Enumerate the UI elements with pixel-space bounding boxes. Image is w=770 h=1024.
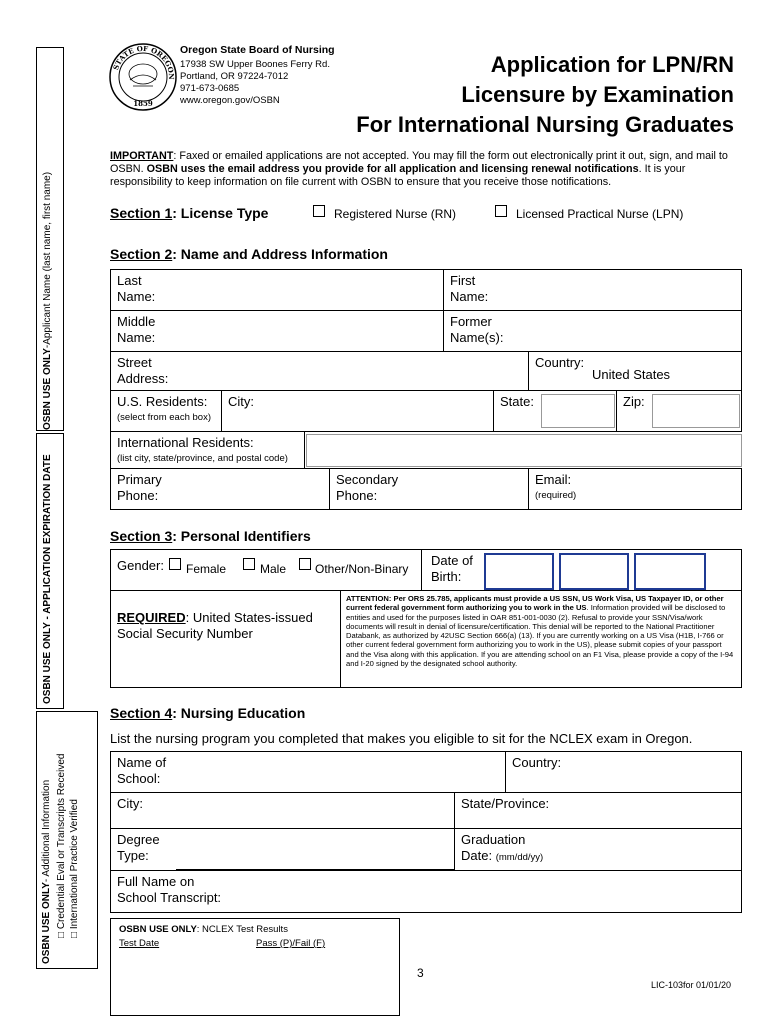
dob-month-field[interactable] [484,553,554,590]
dob-label-cell: Date of Birth: [421,549,742,591]
other-nonbinary-label: Other/Non-Binary [315,562,409,576]
us-residents-label-cell [110,390,222,432]
state-field[interactable]: State: [493,390,617,432]
middle-name-field[interactable]: Middle Name: [110,310,444,352]
email-required-hint: (required) [535,490,577,501]
svg-text:1859: 1859 [133,99,153,108]
email-label: Email: [535,472,572,487]
side-label-applicant-name: OSBN USE ONLY-Applicant Name (last name, first name) [42,171,53,430]
section-4-title: Section 4: Nursing Education [110,705,306,721]
graduation-date-field[interactable] [454,828,742,871]
education-intro: List the nursing program you completed that makes you eligible to sit for the NCLEX exam in Oregon. [110,731,693,746]
rn-checkbox[interactable] [313,205,325,217]
school-country-field[interactable]: Country: [505,751,742,793]
dob-day-field[interactable] [559,553,629,590]
page-number: 3 [417,966,424,980]
board-website: www.oregon.gov/OSBN [180,95,280,106]
graduation-date-label: Date: (mm/dd/yy) [461,848,544,863]
first-name-field[interactable]: First Name: [443,269,742,311]
side-label-practice-verified: □ International Practice Verified [69,799,80,938]
side-label-additional-info: OSBN USE ONLY- Additional Information [41,779,52,964]
male-label: Male [260,562,287,576]
graduation-label: Graduation [461,832,526,847]
secondary-phone-field[interactable]: Secondary Phone: [329,468,529,510]
gender-label: Gender: [117,558,164,573]
important-notice: IMPORTANT: Faxed or emailed applications are not accepted. You may fill the form out electronically print it out, sign, and mail to OSBN. OSBN uses the email address you provide for all application and licensing renewal notifications. It is your responsibility to keep information on file current with OSBN to ensure that you receive those notifications. [110,150,728,188]
state-input-box[interactable] [541,394,615,428]
female-label: Female [186,562,227,576]
city-field[interactable]: City: [221,390,494,432]
email-field[interactable] [528,468,742,510]
international-address-field[interactable] [306,434,742,467]
board-name: Oregon State Board of Nursing [180,44,335,56]
title-line-3: For International Nursing Graduates [356,112,734,137]
section-2-title: Section 2: Name and Address Information [110,246,388,262]
male-checkbox[interactable] [243,558,255,570]
international-residents-label: International Residents: [117,435,254,450]
osbn-nclex-box [110,918,400,1016]
nclex-test-date-label: Test Date [119,938,160,949]
country-label: Country: [535,355,585,370]
school-city-field[interactable]: City: [110,792,455,829]
school-state-province-field[interactable]: State/Province: [454,792,742,829]
female-checkbox[interactable] [169,558,181,570]
dob-year-field[interactable] [634,553,706,590]
board-address-2: Portland, OR 97224-7012 [180,71,289,82]
international-residents-label-cell [110,431,305,469]
select-each-hint: (select from each box) [117,412,211,423]
board-address-1: 17938 SW Upper Boones Ferry Rd. [180,59,330,70]
section-3-title: Section 3: Personal Identifiers [110,528,311,544]
primary-phone-field[interactable]: Primary Phone: [110,468,330,510]
nclex-pass-fail-label: Pass (P)/Fail (F) [256,938,326,949]
form-id: LIC-103for 01/01/20 [651,980,732,990]
board-info [180,44,335,107]
country-field[interactable] [528,351,742,391]
attention-notice: ATTENTION: Per ORS 25.785, applicants must provide a US SSN, US Work Visa, US Taxpayer ID, or other current federal government form authorizing you to work in the US. Information provided will be disclosed to entities and used for the purposes listed in OAR 851-001-0030 (2). Refusal to provide your SSN/Visa/work documents will result in denial of licensure/certification. This denial will be reported to the National Practitioner Databank, as authorized by 42USC Section 666(a) (13). If you are currently working on a US Visa (H1B, I-766 or other current federal government form authorizing you to work in the US), please submit copies of your passport and the Visa along with this application. If you are attending school on an F1 Visa, please provide a copy of the I-94 and I-20 signed by the designated school authority. [340,590,742,688]
lpn-label: Licensed Practical Nurse (LPN) [516,207,684,221]
zip-input-box[interactable] [652,394,740,428]
nclex-box-columns [119,938,391,949]
zip-field[interactable]: Zip: [616,390,742,432]
former-names-field[interactable]: Former Name(s): [443,310,742,352]
international-residents-hint: (list city, state/province, and postal code) [117,453,288,464]
nclex-box-title: OSBN USE ONLY: NCLEX Test Results [119,924,288,935]
form-title [356,50,734,140]
svg-text:STATE OF OREGON: STATE OF OREGON [111,43,177,80]
other-nonbinary-checkbox[interactable] [299,558,311,570]
side-label-expiration: OSBN USE ONLY - APPLICATION EXPIRATION DATE [42,454,53,704]
us-residents-label: U.S. Residents: [117,394,208,409]
country-value: United States [592,367,671,382]
side-label-credential-eval: □ Credential Eval or Transcripts Received [56,753,67,938]
board-phone: 971-673-0685 [180,83,240,94]
last-name-field[interactable]: Last Name: [110,269,444,311]
title-line-2: Licensure by Examination [461,82,734,107]
oregon-state-seal-icon [108,42,178,112]
section-1-title: Section 1: License Type [110,205,269,221]
transcript-name-field[interactable]: Full Name on School Transcript: [110,870,742,913]
title-line-1: Application for LPN/RN [490,52,734,77]
street-address-field[interactable]: Street Address: [110,351,529,391]
school-name-field[interactable]: Name of School: [110,751,506,793]
ssn-field[interactable]: REQUIRED: United States-issued Social Security Number [110,590,341,688]
lpn-checkbox[interactable] [495,205,507,217]
rn-label: Registered Nurse (RN) [334,207,457,221]
degree-type-field[interactable]: Degree Type: [110,828,455,871]
